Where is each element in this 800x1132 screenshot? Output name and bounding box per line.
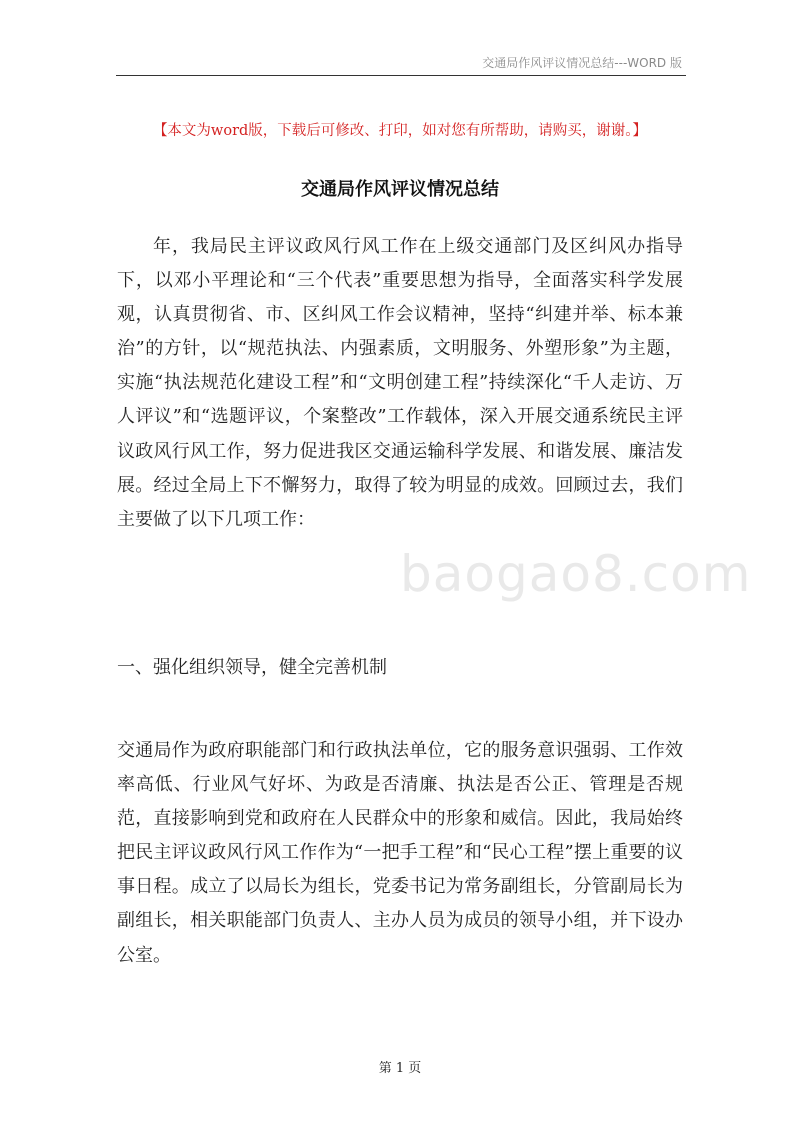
page-number: 第 1 页 [378,1061,422,1076]
header-divider [116,75,686,76]
section-heading-1: 一、强化组织领导，健全完善机制 [117,657,387,678]
running-header: 交通局作风评议情况总结---WORD 版 [482,56,682,70]
watermark-logo: baogao8.com [400,545,752,603]
section-paragraph-1: 交通局作为政府职能部门和行政执法单位，它的服务意识强弱、工作效率高低、行业风气好坏、为政是否清廉、执法是否公正、管理是否规范，直接影响到党和政府在人民群众中的形象和威信。因此，我局始终把民主评议政风行风工作作为“一把手工程”和“民心工程”摆上重要的议事日程。成立了以局长为组长，党委书记为常务副组长，分管副局长为副组长，相关职能部门负责人、主办人员为成员的领导小组，并下设办公室。 [117,740,683,966]
download-notice: 【本文为word版，下载后可修改、打印，如对您有所帮助，请购买，谢谢。】 [152,123,648,139]
document-title: 交通局作风评议情况总结 [301,179,499,200]
intro-paragraph: 年，我局民主评议政风行风工作在上级交通部门及区纠风办指导下，以邓小平理论和“三个代表”重要思想为指导，全面落实科学发展观，认真贯彻省、市、区纠风工作会议精神，坚持“纠建并举、标本兼治”的方针，以“规范执法、内强素质，文明服务、外塑形象”为主题，实施“执法规范化建设工程”和“文明创建工程”持续深化“千人走访、万人评议”和“选题评议，个案整改”工作载体，深入开展交通系统民主评议政风行风工作，努力促进我区交通运输科学发展、和谐发展、廉洁发展。经过全局上下不懈努力，取得了较为明显的成效。回顾过去，我们主要做了以下几项工作： [117,236,683,530]
